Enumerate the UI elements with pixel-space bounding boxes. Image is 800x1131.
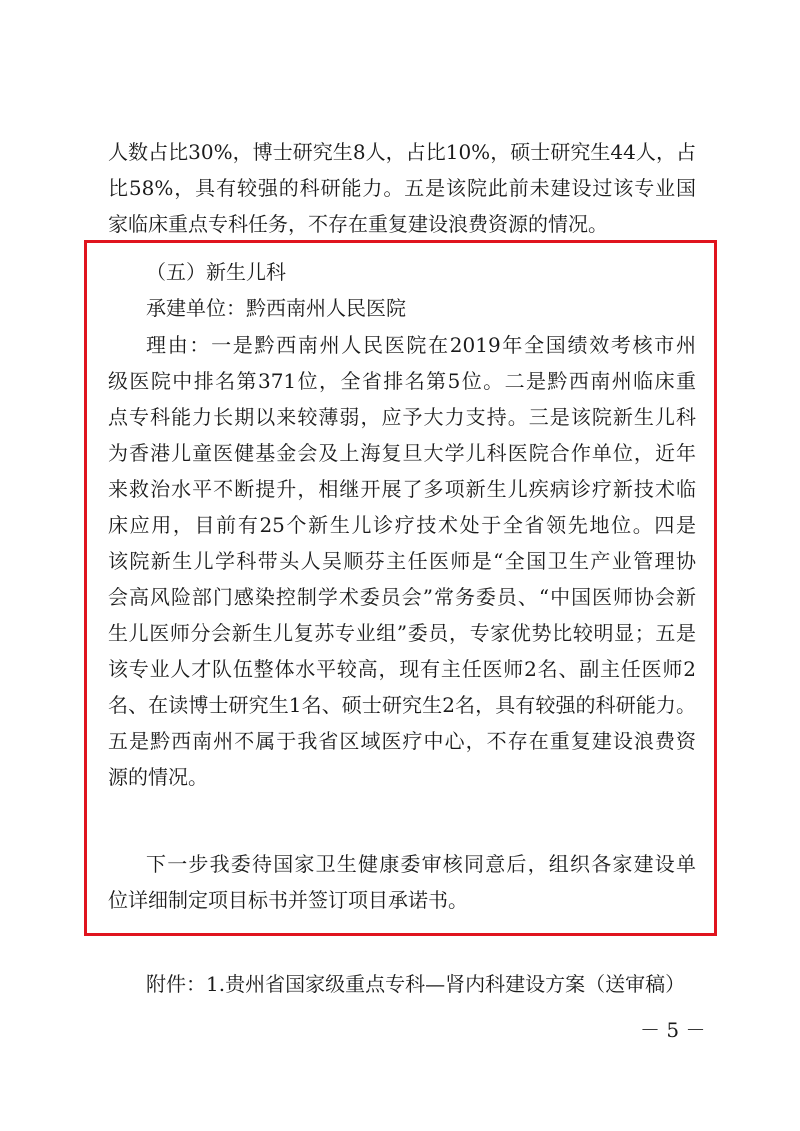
page-number: － 5 － (640, 1018, 706, 1042)
reason-line: 源的情况。 (108, 765, 208, 789)
reason-line: 点专科能力长期以来较薄弱，应予大力支持。三是该院新生儿科 (108, 405, 696, 429)
next-step-line: 位详细制定项目标书并签订项目承诺书。 (108, 888, 468, 912)
reason-line: 级医院中排名第371位，全省排名第5位。二是黔西南州临床重 (108, 369, 696, 393)
reason-line: 该院新生儿学科带头人吴顺芬主任医师是“全国卫生产业管理协 (108, 549, 696, 573)
reason-line: 该专业人才队伍整体水平较高，现有主任医师2名、副主任医师2 (108, 657, 696, 681)
reason-line: 为香港儿童医健基金会及上海复旦大学儿科医院合作单位，近年 (108, 441, 696, 465)
reason-line: 理由：一是黔西南州人民医院在2019年全国绩效考核市州 (146, 333, 696, 357)
next-step-line: 下一步我委待国家卫生健康委审核同意后，组织各家建设单 (146, 852, 696, 876)
intro-line-1: 人数占比30%，博士研究生8人，占比10%，硕士研究生44人，占 (108, 140, 696, 164)
construction-unit: 承建单位：黔西南州人民医院 (146, 296, 406, 320)
section-heading: （五）新生儿科 (146, 260, 286, 284)
reason-line: 名、在读博士研究生1名、硕士研究生2名，具有较强的科研能力。 (108, 693, 696, 717)
reason-line: 床应用，目前有25个新生儿诊疗技术处于全省领先地位。四是 (108, 513, 696, 537)
reason-line: 来救治水平不断提升，相继开展了多项新生儿疾病诊疗新技术临 (108, 477, 696, 501)
reason-line: 会高风险部门感染控制学术委员会”常务委员、“中国医师协会新 (108, 585, 696, 609)
intro-line-3: 家临床重点专科任务，不存在重复建设浪费资源的情况。 (108, 212, 608, 236)
reason-line: 五是黔西南州不属于我省区域医疗中心，不存在重复建设浪费资 (108, 729, 696, 753)
intro-line-2: 比58%，具有较强的科研能力。五是该院此前未建设过该专业国 (108, 176, 696, 200)
attachment-note: 附件：1.贵州省国家级重点专科—肾内科建设方案（送审稿） (146, 972, 686, 996)
reason-line: 生儿医师分会新生儿复苏专业组”委员，专家优势比较明显；五是 (108, 621, 696, 645)
